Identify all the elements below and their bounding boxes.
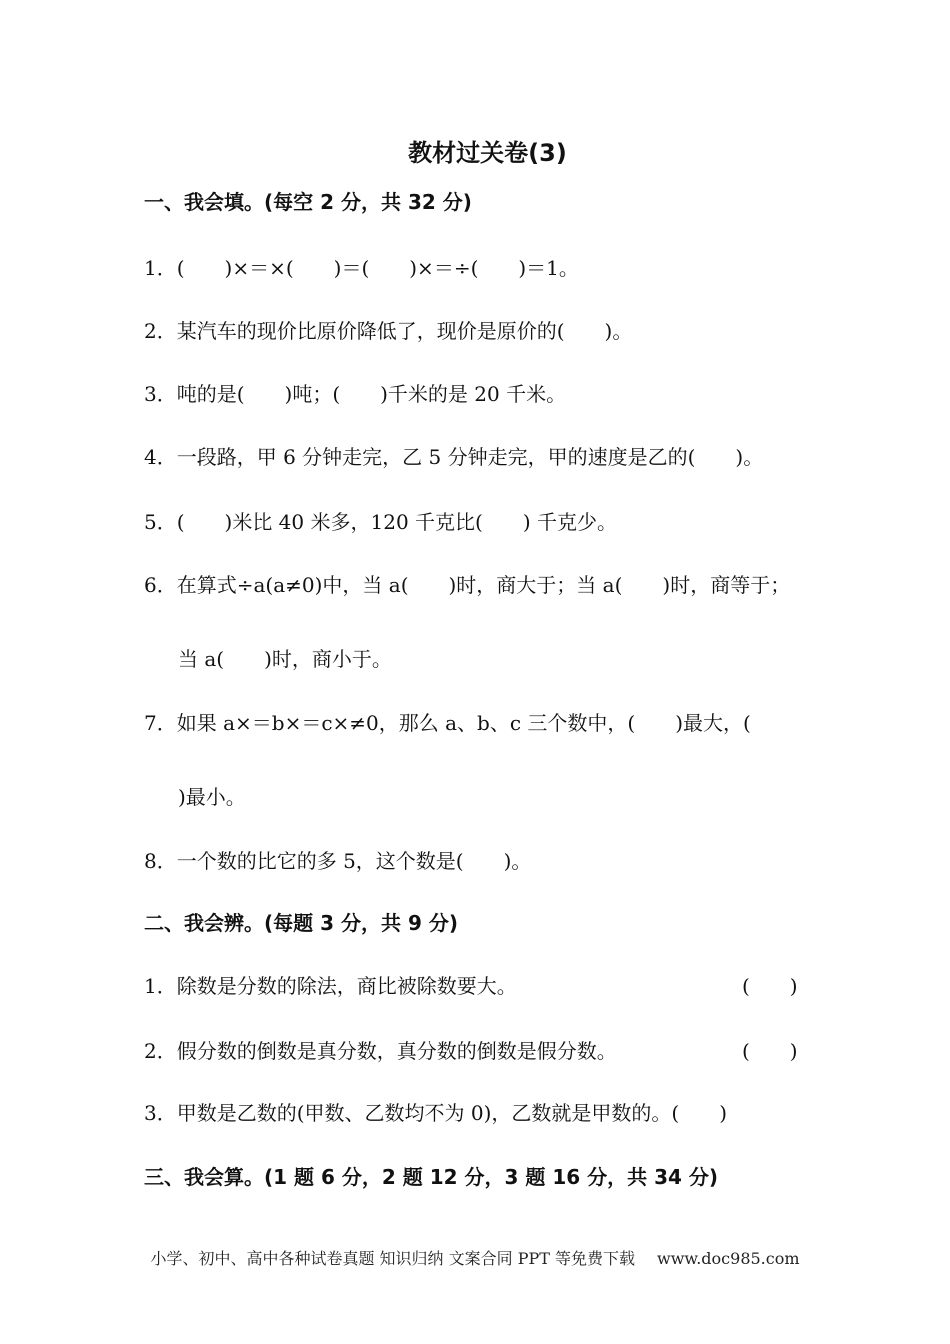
question-2-2: 2．假分数的倒数是真分数，真分数的倒数是假分数。 xyxy=(144,1039,617,1063)
question-1-6: 6．在算式÷a(a≠0)中，当 a( )时，商大于；当 a( )时，商等于； xyxy=(144,573,791,597)
question-1-7-continued: )最小。 xyxy=(178,785,246,809)
question-2-3: 3．甲数是乙数的(甲数、乙数均不为 0)，乙数就是甲数的。( ) xyxy=(144,1101,728,1125)
question-1-5: 5．( )米比 40 米多，120 千克比( ) 千克少。 xyxy=(144,510,617,534)
footer-text: 小学、初中、高中各种试卷真题 知识归纳 文案合同 PPT 等免费下载 xyxy=(150,1249,636,1268)
footer-url: www.doc985.com xyxy=(657,1249,800,1268)
answer-bracket-2-1: ( ) xyxy=(742,974,798,998)
page-title: 教材过关卷(3) xyxy=(408,139,567,167)
question-1-7: 7．如果 a×＝b×＝c×≠0，那么 a、b、c 三个数中，( )最大，( xyxy=(144,711,751,735)
question-1-4: 4．一段路，甲 6 分钟走完，乙 5 分钟走完，甲的速度是乙的( )。 xyxy=(144,445,764,469)
section-3-heading: 三、我会算。(1 题 6 分，2 题 12 分，3 题 16 分，共 34 分) xyxy=(144,1165,719,1189)
answer-bracket-2-2: ( ) xyxy=(742,1039,798,1063)
question-2-1: 1．除数是分数的除法，商比被除数要大。 xyxy=(144,974,517,998)
question-1-6-continued: 当 a( )时，商小于。 xyxy=(178,647,392,671)
question-1-8: 8．一个数的比它的多 5，这个数是( )。 xyxy=(144,849,532,873)
question-1-3: 3．吨的是( )吨；( )千米的是 20 千米。 xyxy=(144,382,567,406)
section-1-heading: 一、我会填。(每空 2 分，共 32 分) xyxy=(144,190,472,214)
page-footer xyxy=(0,1246,950,1269)
question-1-2: 2．某汽车的现价比原价降低了，现价是原价的( )。 xyxy=(144,319,633,343)
question-1-1: 1．( )×＝×( )＝( )×＝÷( )＝1。 xyxy=(144,256,579,280)
section-2-heading: 二、我会辨。(每题 3 分，共 9 分) xyxy=(144,911,458,935)
